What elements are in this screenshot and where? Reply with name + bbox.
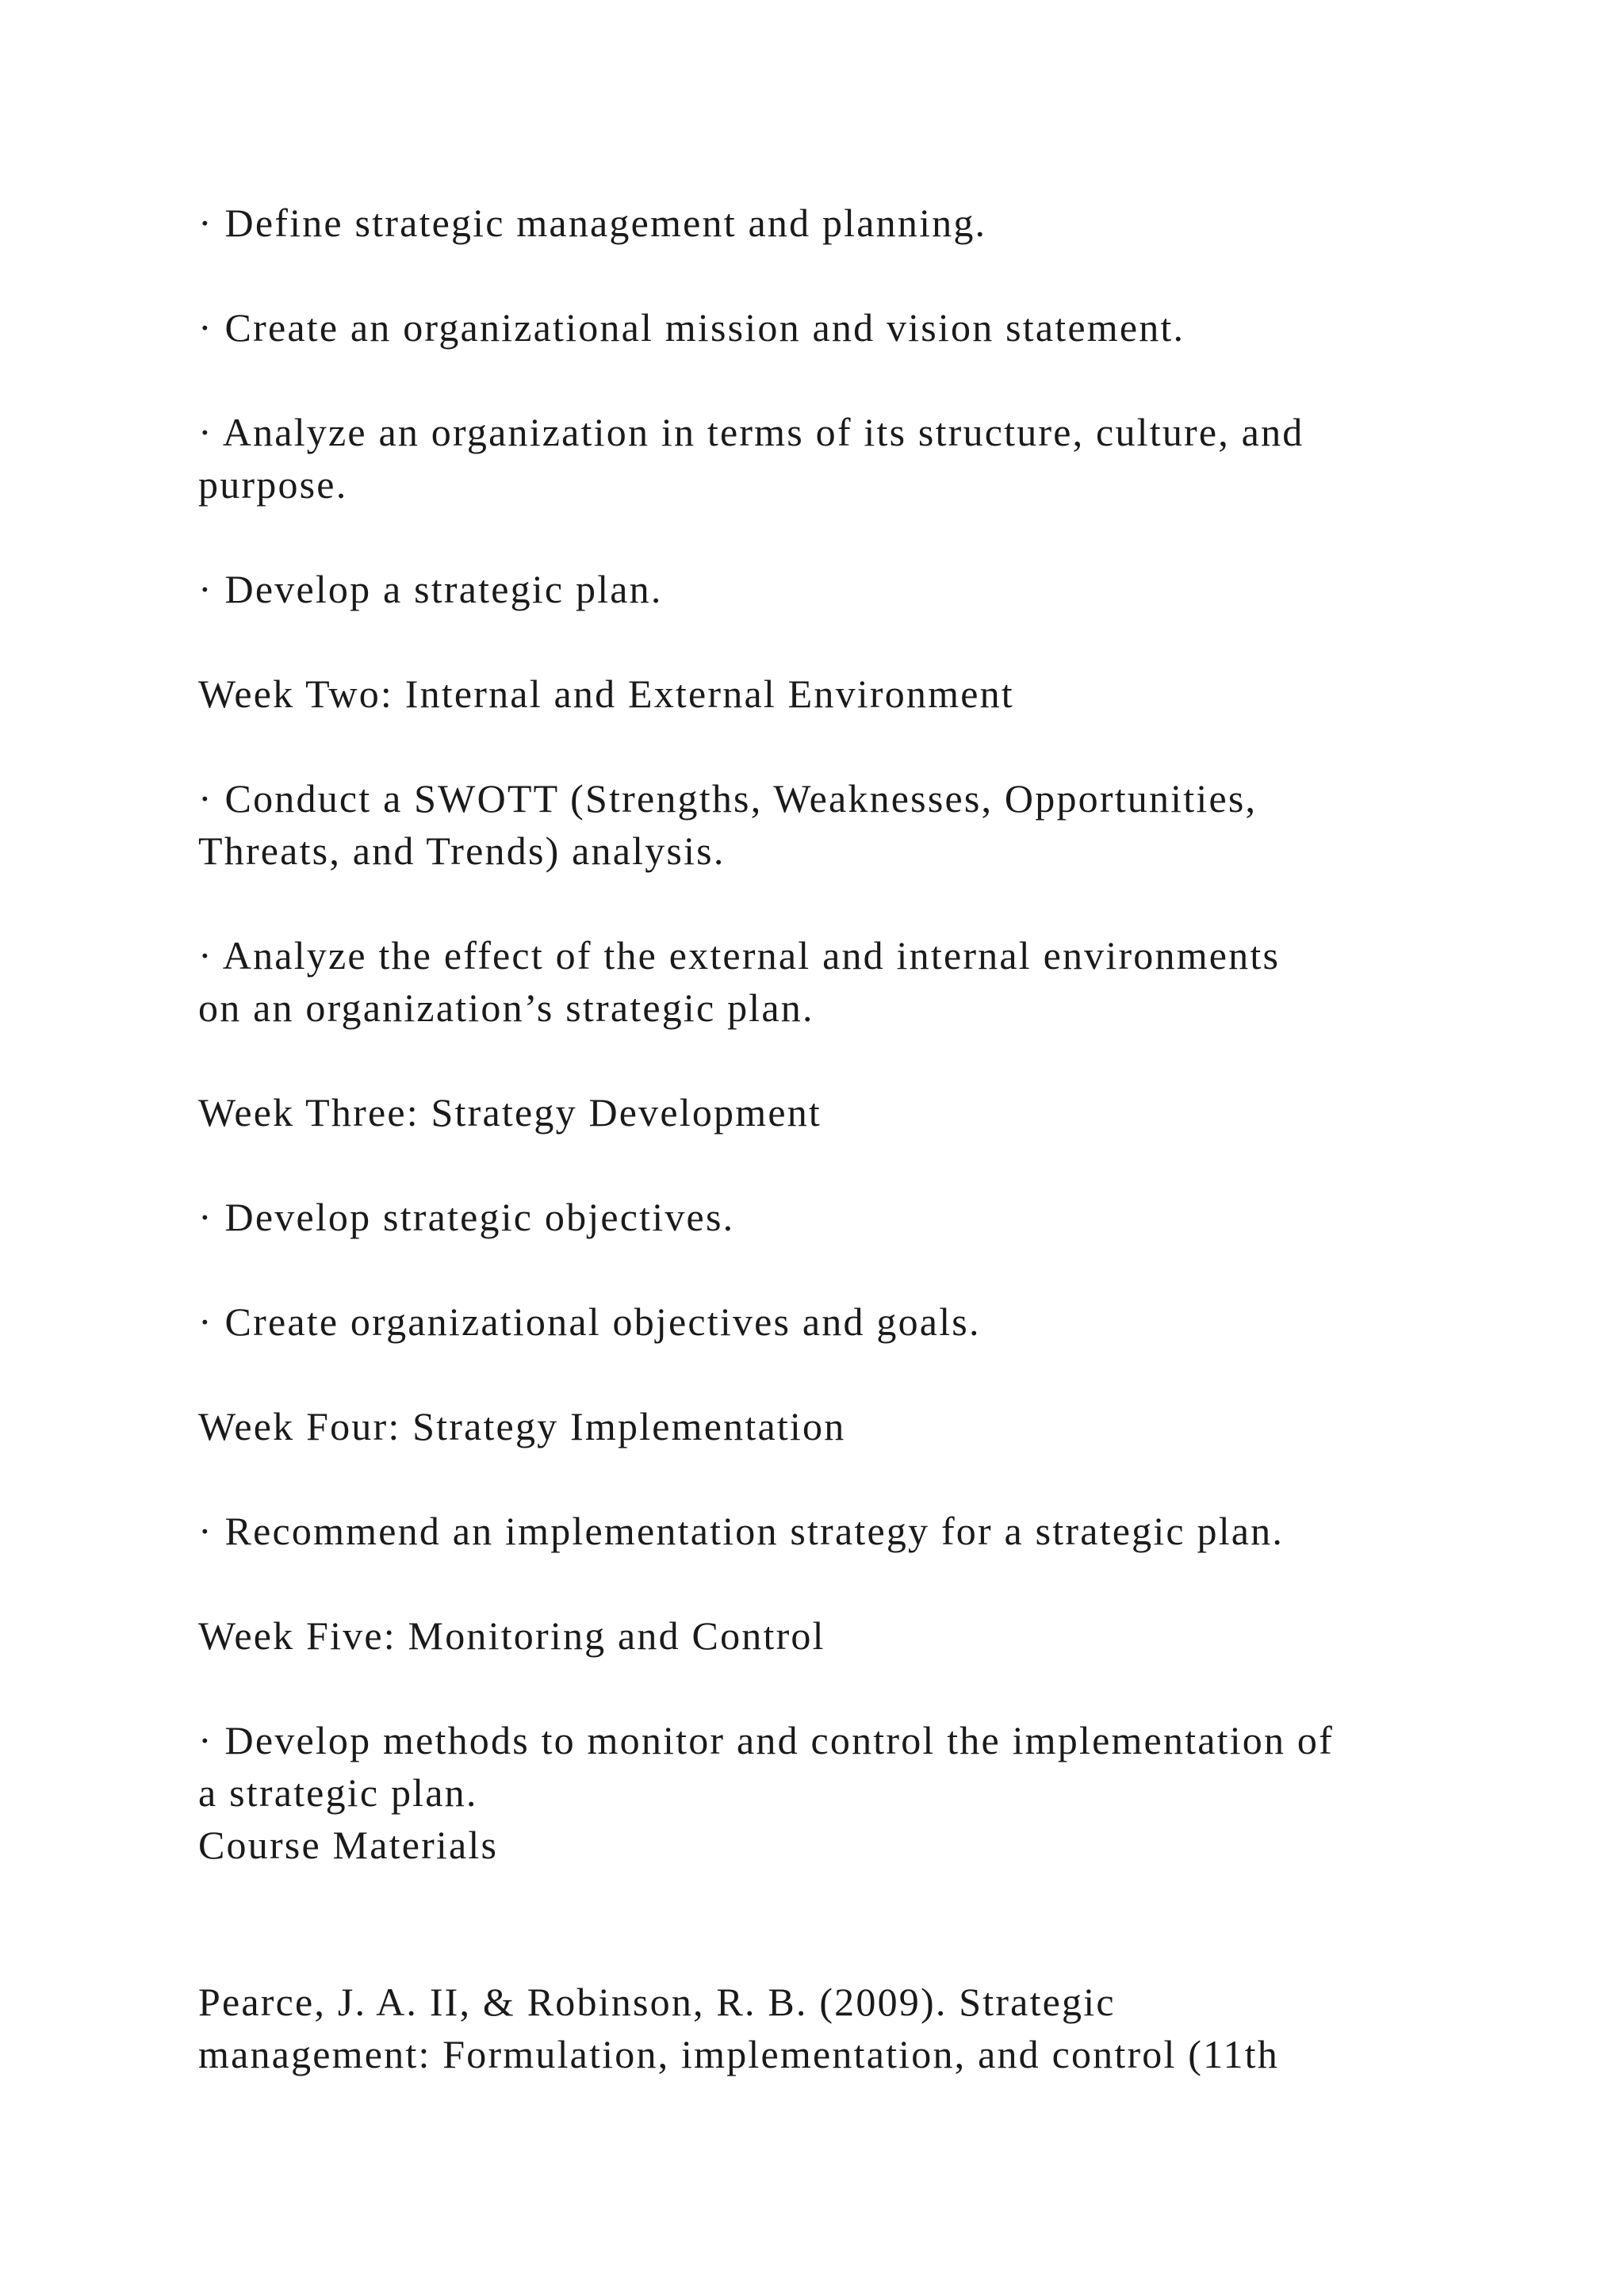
- objective-analyze-organization-cont: purpose.: [198, 462, 348, 507]
- week-five-heading: Week Five: Monitoring and Control: [198, 1613, 825, 1658]
- objective-create-mission-vision: · Create an organizational mission and vision statement.: [198, 305, 1185, 350]
- week-two-heading: Week Two: Internal and External Environment: [198, 672, 1014, 716]
- reference-line-1: Pearce, J. A. II, & Robinson, R. B. (2009). Strategic: [198, 1980, 1116, 2024]
- objective-develop-monitoring: · Develop methods to monitor and control the implementation of: [198, 1718, 1334, 1762]
- objective-develop-strategic-objectives: · Develop strategic objectives.: [198, 1195, 735, 1239]
- course-materials-heading: Course Materials: [198, 1823, 499, 1867]
- objective-conduct-swott: · Conduct a SWOTT (Strengths, Weaknesses, Opportunities,: [198, 776, 1258, 821]
- week-four-heading: Week Four: Strategy Implementation: [198, 1404, 846, 1448]
- objective-create-org-objectives: · Create organizational objectives and goals.: [198, 1299, 981, 1344]
- objective-conduct-swott-cont: Threats, and Trends) analysis.: [198, 828, 726, 873]
- objective-define-strategic-management: · Define strategic management and planning.: [198, 201, 987, 245]
- objective-analyze-environments-cont: on an organization’s strategic plan.: [198, 985, 814, 1030]
- reference-line-2: management: Formulation, implementation, and control (11th: [198, 2032, 1279, 2076]
- objective-analyze-organization: · Analyze an organization in terms of its structure, culture, and: [198, 410, 1304, 454]
- objective-recommend-implementation: · Recommend an implementation strategy for a strategic plan.: [198, 1509, 1285, 1553]
- objective-develop-strategic-plan: · Develop a strategic plan.: [198, 567, 663, 611]
- objective-analyze-environments: · Analyze the effect of the external and internal environments: [198, 933, 1281, 978]
- objective-develop-monitoring-cont: a strategic plan.: [198, 1770, 478, 1815]
- week-three-heading: Week Three: Strategy Development: [198, 1090, 822, 1135]
